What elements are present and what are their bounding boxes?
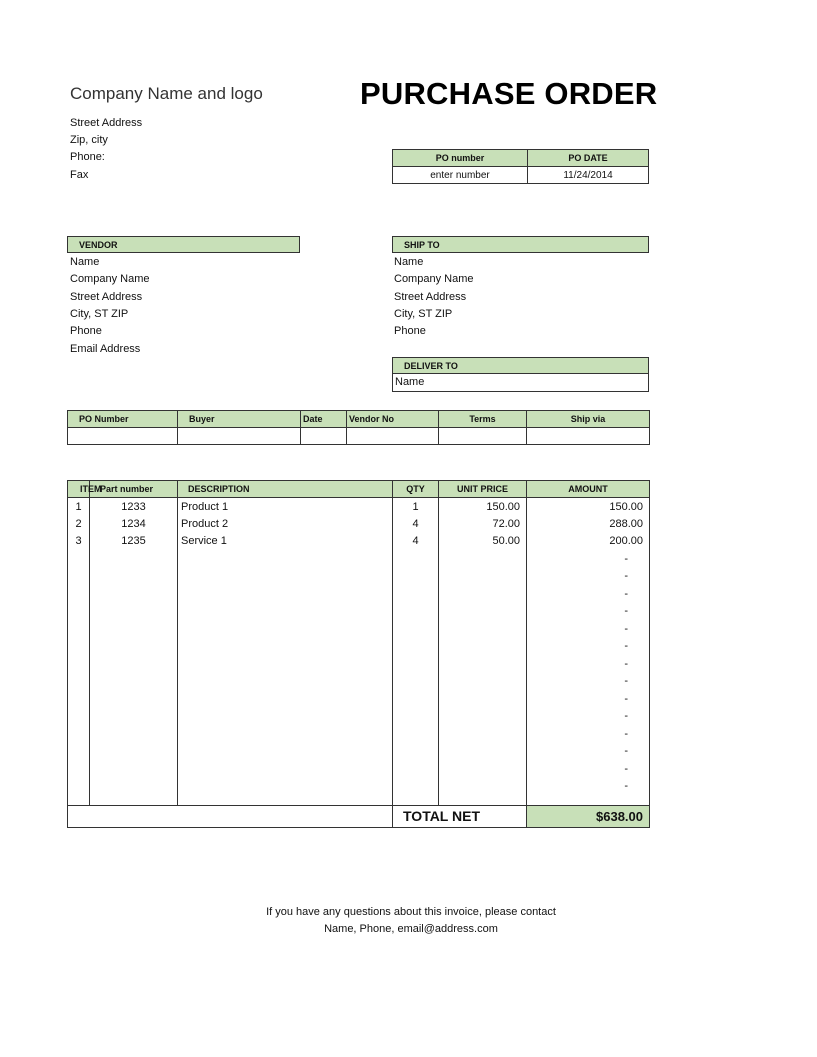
po-number-cell[interactable] <box>68 428 178 445</box>
empty-amount: - <box>527 655 650 673</box>
amount-col-header: AMOUNT <box>527 481 650 498</box>
table-row-empty <box>68 550 650 568</box>
item-number: 1 <box>68 498 90 516</box>
deliver-to-value[interactable]: Name <box>392 374 649 392</box>
total-value: $638.00 <box>527 805 650 827</box>
total-blank <box>68 805 393 827</box>
table-row-empty <box>68 760 650 778</box>
table-row <box>68 498 650 516</box>
table-row <box>68 515 650 533</box>
table-row-empty <box>68 620 650 638</box>
vendor-city: City, ST ZIP <box>70 308 129 320</box>
date-cell[interactable] <box>301 428 347 445</box>
footer-contact-line: If you have any questions about this invoice, please contact <box>266 906 556 918</box>
fax-label: Fax <box>70 169 89 181</box>
company-name: Company Name and logo <box>70 84 263 103</box>
unit-price[interactable]: 50.00 <box>439 533 527 551</box>
table-row-empty <box>68 638 650 656</box>
empty-amount: - <box>527 690 650 708</box>
total-row <box>68 805 650 827</box>
amount: 150.00 <box>527 498 650 516</box>
ship-to-company: Company Name <box>394 273 474 285</box>
ship-to-name: Name <box>394 256 424 268</box>
item-col-header: ITEM <box>68 481 90 498</box>
order-info-table <box>67 410 650 445</box>
empty-amount: - <box>527 638 650 656</box>
ship-via-cell[interactable] <box>527 428 650 445</box>
empty-amount: - <box>527 778 650 796</box>
part-number[interactable]: 1233 <box>90 498 178 516</box>
description[interactable]: Product 2 <box>178 515 393 533</box>
description-col-header: DESCRIPTION <box>178 481 393 498</box>
ship-to-phone: Phone <box>394 325 426 337</box>
vendor-phone: Phone <box>70 325 102 337</box>
qty-col-header: QTY <box>393 481 439 498</box>
empty-amount: - <box>527 673 650 691</box>
vendor-no-cell[interactable] <box>347 428 439 445</box>
qty[interactable]: 1 <box>393 498 439 516</box>
footer-contact-details: Name, Phone, email@address.com <box>324 923 498 935</box>
item-number: 2 <box>68 515 90 533</box>
date-col-header: Date <box>301 411 347 428</box>
po-date-header: PO DATE <box>528 150 649 167</box>
vendor-name: Name <box>70 256 100 268</box>
qty[interactable]: 4 <box>393 515 439 533</box>
ship-to-city: City, ST ZIP <box>394 308 453 320</box>
table-row-empty <box>68 673 650 691</box>
po-number-col-header: PO Number <box>68 411 178 428</box>
description[interactable]: Product 1 <box>178 498 393 516</box>
empty-amount: - <box>527 585 650 603</box>
page-title: PURCHASE ORDER <box>360 76 658 111</box>
item-number: 3 <box>68 533 90 551</box>
total-label: TOTAL NET <box>393 805 527 827</box>
buyer-cell[interactable] <box>178 428 301 445</box>
table-row-empty <box>68 778 650 796</box>
unit-price[interactable]: 72.00 <box>439 515 527 533</box>
empty-amount: - <box>527 568 650 586</box>
po-date-value[interactable]: 11/24/2014 <box>528 167 649 184</box>
table-row-empty <box>68 655 650 673</box>
table-row-empty <box>68 725 650 743</box>
table-row <box>68 533 650 551</box>
ship-to-street: Street Address <box>394 291 467 303</box>
po-number-value[interactable]: enter number <box>393 167 528 184</box>
vendor-header: VENDOR <box>67 236 300 253</box>
empty-amount: - <box>527 603 650 621</box>
part-number[interactable]: 1234 <box>90 515 178 533</box>
vendor-company: Company Name <box>70 273 150 285</box>
part-number-col-header: Part number <box>90 481 178 498</box>
empty-amount: - <box>527 725 650 743</box>
po-meta-table <box>392 149 649 184</box>
po-number-header: PO number <box>393 150 528 167</box>
table-row-empty <box>68 743 650 761</box>
amount: 288.00 <box>527 515 650 533</box>
items-table <box>67 480 650 828</box>
unit-price-col-header: UNIT PRICE <box>439 481 527 498</box>
phone-label: Phone: <box>70 151 105 163</box>
table-row-empty <box>68 708 650 726</box>
empty-amount: - <box>527 708 650 726</box>
part-number[interactable]: 1235 <box>90 533 178 551</box>
amount: 200.00 <box>527 533 650 551</box>
deliver-to-header: DELIVER TO <box>392 357 649 374</box>
vendor-street: Street Address <box>70 291 143 303</box>
empty-amount: - <box>527 760 650 778</box>
unit-price[interactable]: 150.00 <box>439 498 527 516</box>
description[interactable]: Service 1 <box>178 533 393 551</box>
vendor-email: Email Address <box>70 343 141 355</box>
terms-col-header: Terms <box>439 411 527 428</box>
buyer-col-header: Buyer <box>178 411 301 428</box>
empty-amount: - <box>527 743 650 761</box>
table-row-spacer <box>68 795 650 805</box>
street-address: Street Address <box>70 117 143 129</box>
table-row-empty <box>68 568 650 586</box>
ship-to-header: SHIP TO <box>392 236 649 253</box>
qty[interactable]: 4 <box>393 533 439 551</box>
ship-via-col-header: Ship via <box>527 411 650 428</box>
vendor-no-col-header: Vendor No <box>347 411 439 428</box>
zip-city: Zip, city <box>70 134 108 146</box>
empty-amount: - <box>527 550 650 568</box>
empty-amount: - <box>527 620 650 638</box>
table-row-empty <box>68 585 650 603</box>
table-row-empty <box>68 603 650 621</box>
terms-cell[interactable] <box>439 428 527 445</box>
table-row-empty <box>68 690 650 708</box>
